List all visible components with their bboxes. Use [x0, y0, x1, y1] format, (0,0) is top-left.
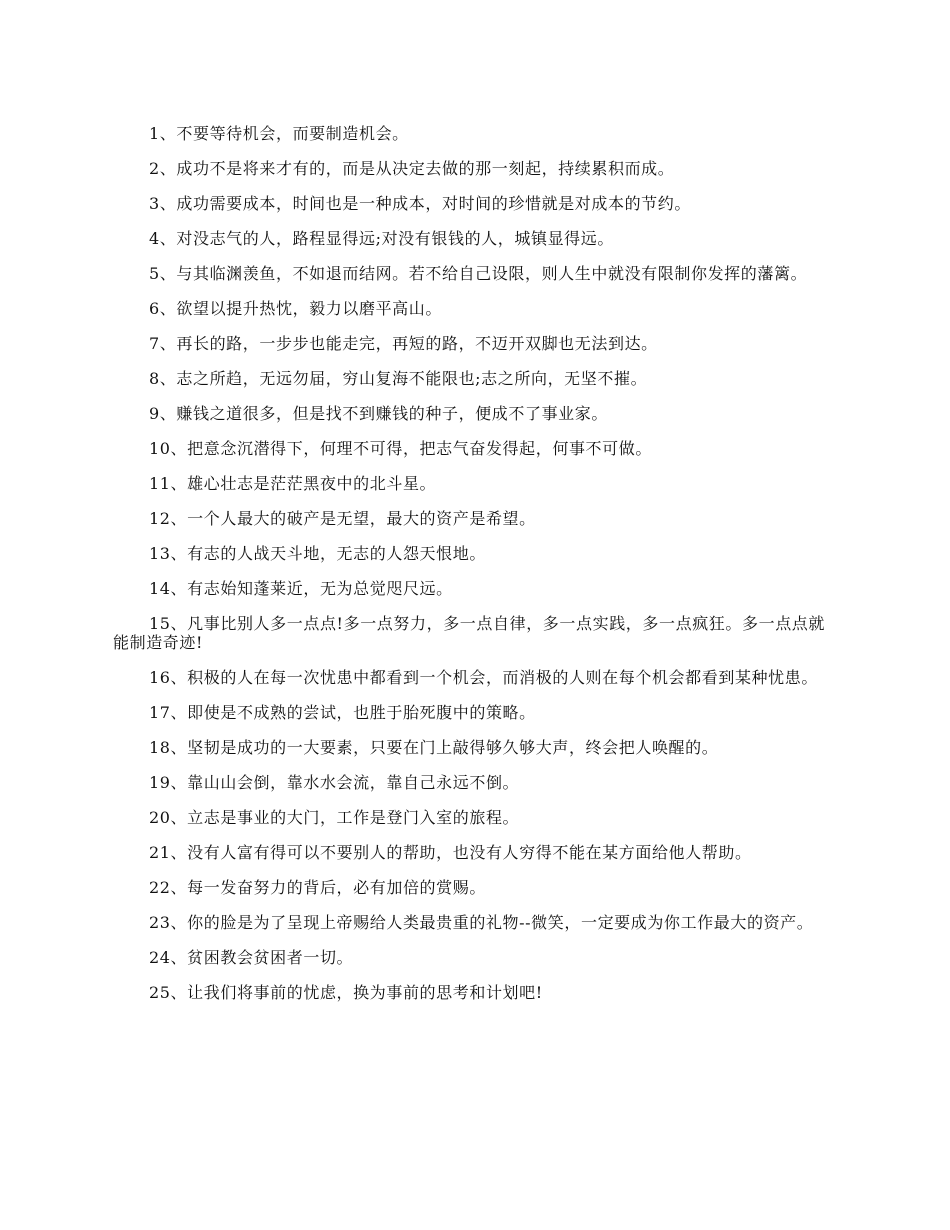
- document-body: [113, 124, 835, 1018]
- paragraph: 17、即使是不成熟的尝试，也胜于胎死腹中的策略。: [149, 703, 536, 722]
- paragraph: 1、不要等待机会，而要制造机会。: [149, 124, 409, 143]
- paragraph: 2、成功不是将来才有的，而是从决定去做的那一刻起，持续累积而成。: [149, 159, 675, 178]
- paragraph: 22、每一发奋努力的背后，必有加倍的赏赐。: [149, 878, 486, 897]
- paragraph: 25、让我们将事前的忧虑，换为事前的思考和计划吧!: [149, 983, 543, 1002]
- paragraph: 8、志之所趋，无远勿届，穷山复海不能限也;志之所向，无坚不摧。: [149, 369, 648, 388]
- paragraph: 4、对没志气的人，路程显得远;对没有银钱的人，城镇显得远。: [149, 229, 614, 248]
- paragraph: 21、没有人富有得可以不要别人的帮助，也没有人穷得不能在某方面给他人帮助。: [149, 843, 752, 862]
- paragraph: 6、欲望以提升热忱，毅力以磨平高山。: [149, 299, 442, 318]
- paragraph: 11、雄心壮志是茫茫黑夜中的北斗星。: [149, 474, 437, 493]
- paragraph: 19、靠山山会倒，靠水水会流，靠自己永远不倒。: [149, 773, 520, 792]
- paragraph: 5、与其临渊羡鱼，不如退而结网。若不给自己设限，则人生中就没有限制你发挥的藩篱。: [149, 264, 808, 283]
- paragraph: 12、一个人最大的破产是无望，最大的资产是希望。: [149, 509, 536, 528]
- paragraph: 14、有志始知蓬莱近，无为总觉咫尺远。: [149, 579, 453, 598]
- paragraph: 20、立志是事业的大门，工作是登门入室的旅程。: [149, 808, 520, 827]
- paragraph: 15、凡事比别人多一点点!多一点努力，多一点自律，多一点实践，多一点疯狂。多一点点就能制造奇迹!: [113, 614, 825, 652]
- paragraph: 24、贫困教会贫困者一切。: [149, 948, 354, 967]
- paragraph: 9、赚钱之道很多，但是找不到赚钱的种子，便成不了事业家。: [149, 404, 608, 423]
- paragraph: 18、坚韧是成功的一大要素，只要在门上敲得够久够大声，终会把人唤醒的。: [149, 738, 719, 757]
- paragraph: 23、你的脸是为了呈现上帝赐给人类最贵重的礼物--微笑，一定要成为你工作最大的资产。: [149, 913, 814, 932]
- paragraph: 10、把意念沉潜得下，何理不可得，把志气奋发得起，何事不可做。: [149, 439, 652, 458]
- paragraph: 3、成功需要成本，时间也是一种成本，对时间的珍惜就是对成本的节约。: [149, 194, 691, 213]
- paragraph: 16、积极的人在每一次忧患中都看到一个机会，而消极的人则在每个机会都看到某种忧患。: [149, 668, 818, 687]
- paragraph: 7、再长的路，一步步也能走完，再短的路，不迈开双脚也无法到达。: [149, 334, 658, 353]
- paragraph: 13、有志的人战天斗地，无志的人怨天恨地。: [149, 544, 486, 563]
